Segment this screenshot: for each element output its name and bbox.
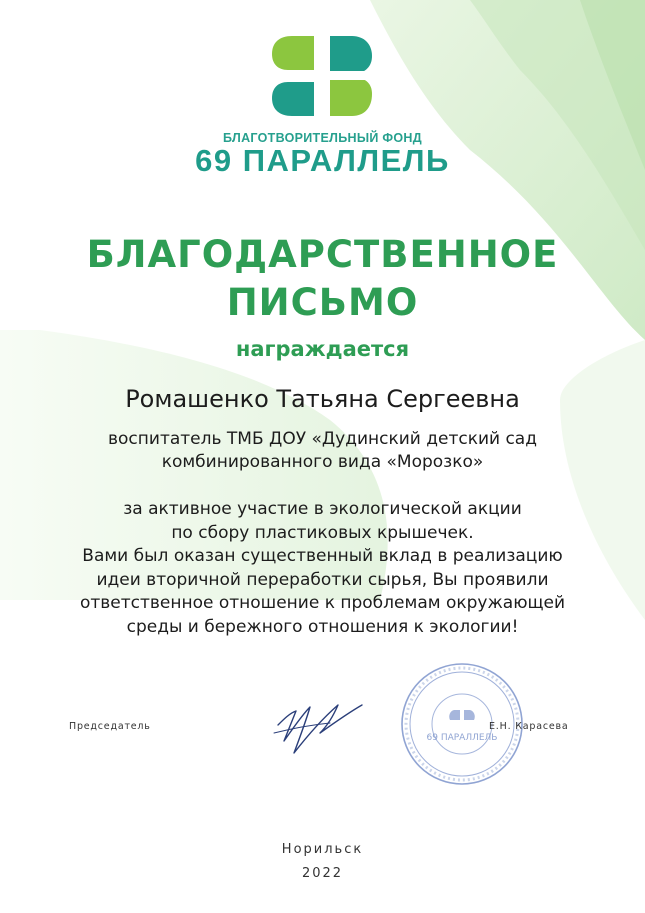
fund-logo-teal-top [330,36,372,74]
reason-line: за активное участие в экологической акции [123,499,522,519]
year-label: 2022 [301,866,344,881]
letter-title-line1: БЛАГОДАРСТВЕННОЕ [86,233,559,276]
position-line: комбинированного вида «Морозко» [161,452,484,472]
recipient-position [0,428,645,474]
reason-line: Вами был оказан существенный вклад в реализацию [82,546,563,566]
reason-line: среды и бережного отношения к экологии! [126,616,519,637]
letter-title-line2: ПИСЬМО [226,281,419,324]
reason-line: по сбору пластиковых крышечек. [171,522,474,543]
fund-logo-lime-top [272,36,314,70]
city-label: Норильск [281,842,364,857]
recipient-name: Ромашенко Татьяна Сергеевна [125,385,520,413]
fund-name-small: БЛАГОТВОРИТЕЛЬНЫЙ ФОНД [223,131,422,145]
signature-scribble [270,697,365,759]
reason-line: идеи вторичной переработки сырья, Вы проявили [96,569,549,590]
stamp-text: 69 ПАРАЛЛЕЛЬ [426,733,498,743]
chairman-label: Председатель [69,721,151,732]
awarded-label: награждается [235,337,410,361]
fund-logo-icon [268,30,376,122]
reason-line: ответственное отношение к проблемам окружающей [79,593,566,613]
signer-name: Е.Н. Карасева [489,721,569,732]
fund-logo-lime-bottom [330,78,372,116]
gratitude-text [0,498,645,639]
fund-name: 69 ПАРАЛЛЕЛЬ [195,143,450,178]
fund-logo-teal-bottom [272,82,314,116]
position-line: воспитатель ТМБ ДОУ «Дудинский детский сад [108,429,537,449]
